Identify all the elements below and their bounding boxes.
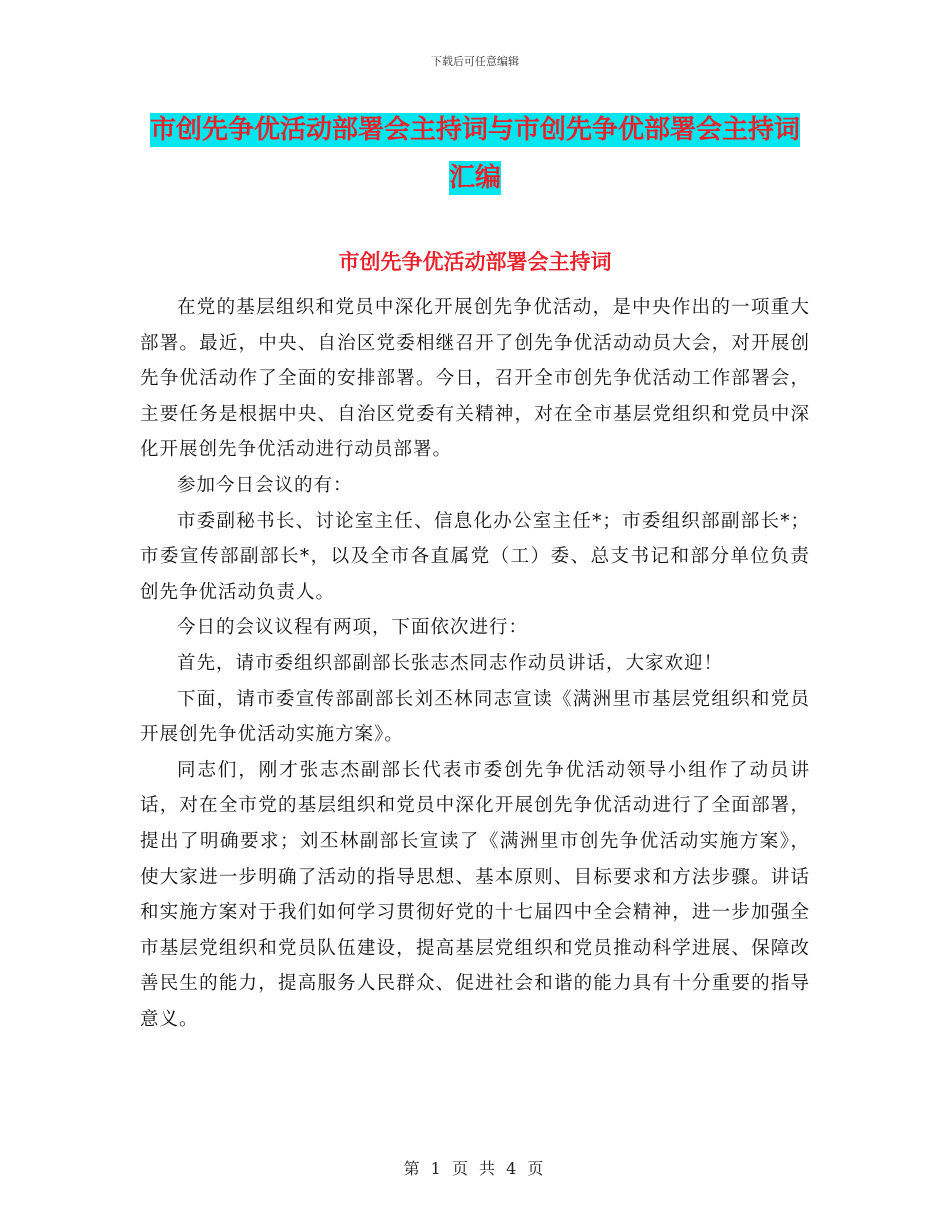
paragraph: 下面，请市委宣传部副部长刘丕林同志宣读《满洲里市基层党组织和党员开展创先争优活动实施方案》。 [140,688,810,746]
paragraph: 在党的基层组织和党员中深化开展创先争优活动，是中央作出的一项重大部署。最近，中央、自治区党委相继召开了创先争优活动动员大会，对开展创先争优活动作了全面的安排部署。今日，召开全市创先争优活动工作部署会，主要任务是根据中央、自治区党委有关精神，对在全市基层党组织和党员中深化开展创先争优活动进行动员部署。 [140,297,810,461]
document-title [140,106,810,202]
paragraph: 市委副秘书长、讨论室主任、信息化办公室主任*；市委组织部副部长*；市委宣传部副部长*，以及全市各直属党（工）委、总支书记和部分单位负责创先争优活动负责人。 [140,510,810,603]
paragraph: 同志们，刚才张志杰副部长代表市委创先争优活动领导小组作了动员讲话，对在全市党的基层组织和党员中深化开展创先争优活动进行了全面部署，提出了明确要求；刘丕林副部长宣读了《满洲里市创先争优活动实施方案》，使大家进一步明确了活动的指导思想、基本原则、目标要求和方法步骤。讲话和实施方案对于我们如何学习贯彻好党的十七届四中全会精神，进一步加强全市基层党组织和党员队伍建设，提高基层党组织和党员推动科学进展、保障改善民生的能力，提高服务人民群众、促进社会和谐的能力具有十分重要的指导意义。 [140,759,810,1030]
paragraph: 参加今日会议的有： [177,474,353,496]
section-title: 市创先争优活动部署会主持词 [338,250,612,274]
paragraph: 今日的会议议程有两项，下面依次进行： [177,617,529,639]
document-title-text: 市创先争优活动部署会主持词与市创先争优部署会主持词汇编 [149,115,800,193]
page-number-footer: 第 1 页 共 4 页 [403,1159,547,1178]
page-header-note: 下载后可任意编辑 [431,55,519,68]
document-body [140,290,810,1037]
paragraph: 首先，请市委组织部副部长张志杰同志作动员讲话，大家欢迎！ [177,652,724,674]
